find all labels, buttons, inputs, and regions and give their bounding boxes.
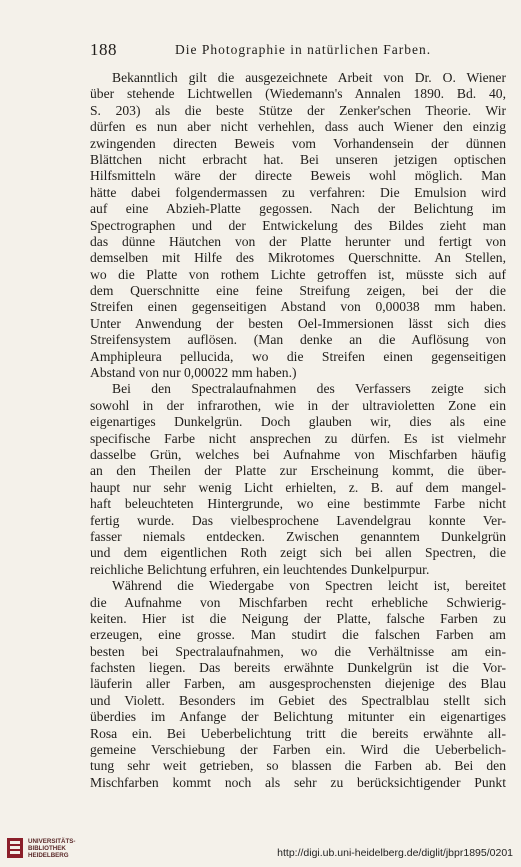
- text-line: an den Theilen der Platte zur Erscheinung kommt, die über-: [90, 463, 506, 479]
- library-logo-icon: [6, 836, 24, 860]
- text-line: dasselbe Grün, welches bei Aufnahme von Mischfarben häufig: [90, 446, 506, 462]
- text-line: haupt nur sehr wenig Licht erhielten, z. B. auf dem mangel-: [90, 479, 506, 495]
- paragraph-2: [90, 381, 506, 578]
- text-line: gemeine Verschiebung der Farben ein. Wird die Ueberbelich-: [90, 742, 506, 758]
- text-line: specifische Farbe nicht ansprechen zu dürfen. Es ist vielmehr: [90, 430, 506, 446]
- footer-bar: [0, 827, 521, 867]
- text-line: sowohl in der infrarothen, wie in der ultravioletten Zone ein: [90, 397, 506, 413]
- text-line: hätte dabei folgendermassen zu verfahren: Die Emulsion wird: [90, 184, 506, 200]
- text-line: Bekanntlich gilt die ausgezeichnete Arbeit von Dr. O. Wiener: [112, 70, 506, 85]
- text-line: Hilfsmitteln wäre der directe Beweis wohl möglich. Man: [90, 168, 506, 184]
- text-line: Spectrographen und der Entwickelung des Bildes zieht man: [90, 217, 506, 233]
- text-line: eigenartiges Dunkelgrün. Doch glauben wir, dies als eine: [90, 414, 506, 430]
- text-line: über stehende Lichtwellen (Wiedemann's Annalen 1890. Bd. 40,: [90, 86, 506, 102]
- text-line: fasser niemals entdecken. Zwischen genanntem Dunkelgrün: [90, 528, 506, 544]
- text-line: Unter Anwendung der besten Oel-Immersionen lässt sich dies: [90, 315, 506, 331]
- text-line: und dem eigentlichen Roth zeigt sich bei allen Spectren, die: [90, 545, 506, 561]
- text-line: besten bei Spectralaufnahmen, wo die Verhältnisse am ein-: [90, 643, 506, 659]
- library-logo[interactable]: [6, 833, 84, 863]
- text-line: Rosa ein. Bei Ueberbelichtung tritt die bereits erwähnte all-: [90, 725, 506, 741]
- text-line: die Aufnahme von Mischfarben recht erhebliche Schwierig-: [90, 594, 506, 610]
- text-line: das dünne Häutchen von der Platte herunter und fertigt von: [90, 233, 506, 249]
- text-line: dürfen es nun aber nicht verhehlen, dass auch Wiener den einzig: [90, 119, 506, 135]
- text-line: fachsten liegen. Das bereits erwähnte Dunkelgrün ist die Vor-: [90, 660, 506, 676]
- text-line: Streifensystem auflösen. (Man denke an die Auflösung von: [90, 332, 506, 348]
- text-line: fertig wurde. Das vielbesprochene Lavendelgrau konnte Ver-: [90, 512, 506, 528]
- paragraph-1: [90, 70, 506, 381]
- library-logo-text: UNIVERSITÄTS- BIBLIOTHEK HEIDELBERG: [28, 837, 76, 859]
- text-line: überdies im Anfange der Belichtung mitunter ein eigenartiges: [90, 709, 506, 725]
- text-line: Bei den Spectralaufnahmen des Verfassers zeigte sich: [112, 381, 506, 397]
- source-url-link[interactable]: http://digi.ub.uni-heidelberg.de/diglit/jbpr1895/0201: [277, 847, 513, 859]
- text-line: und Violett. Besonders im Gebiet des Spectralblau stellt sich: [90, 692, 506, 708]
- text-line: dem Querschnitte eine feine Streifung zeigen, bei der die: [90, 283, 506, 299]
- text-line: reichliche Belichtung erfuhren, ein leuchtendes Dunkelpurpur.: [90, 561, 430, 577]
- body-text: [90, 70, 506, 791]
- text-line: Abstand von nur 0,00022 mm haben.): [90, 365, 297, 381]
- text-line: tung sehr weit getrieben, so blassen die Farben ab. Bei den: [90, 758, 506, 774]
- text-line: zwingenden directen Beweis vom Vorhandensein der dünnen: [90, 135, 506, 151]
- text-line: demselben mit Hilfe des Mikrotomes Querschnitte. An Stellen,: [90, 250, 506, 266]
- text-line: erzeugen, eine grosse. Man studirt die falschen Farben am: [90, 627, 506, 643]
- running-title: Die Photographie in natürlichen Farben.: [175, 42, 432, 57]
- paragraph-3: [90, 578, 506, 791]
- text-line: keiten. Hier ist die Neigung der Platte, falsche Farben zu: [90, 610, 506, 626]
- text-line: läuferin aller Farben, am ausgesprochensten diejenige des Blau: [90, 676, 506, 692]
- text-line: auf eine Abzieh-Platte gegossen. Nach der Belichtung im: [90, 201, 506, 217]
- text-line: Amphipleura pellucida, wo die Streifen einen gegenseitigen: [90, 348, 506, 364]
- text-line: S. 203) als die beste Stütze der Zenker'schen Theorie. Wir: [90, 102, 506, 118]
- text-line: Mischfarben kommt noch als sehr zu berücksichtigender Punkt: [90, 774, 506, 790]
- text-line: Streifen einen gegenseitigen Abstand von 0,00038 mm haben.: [90, 299, 506, 315]
- text-line: wo die Platte von rothem Lichte getroffen ist, müsste sich auf: [90, 266, 506, 282]
- text-line: haft beleuchteten Hintergrunde, wo eine bestimmte Farbe nicht: [90, 496, 506, 512]
- text-line: Blättchen nicht erbracht hat. Bei unseren jetzigen optischen: [90, 151, 506, 167]
- text-line: Während die Wiedergabe von Spectren leicht ist, bereitet: [112, 578, 506, 594]
- page-number: 188: [90, 40, 117, 59]
